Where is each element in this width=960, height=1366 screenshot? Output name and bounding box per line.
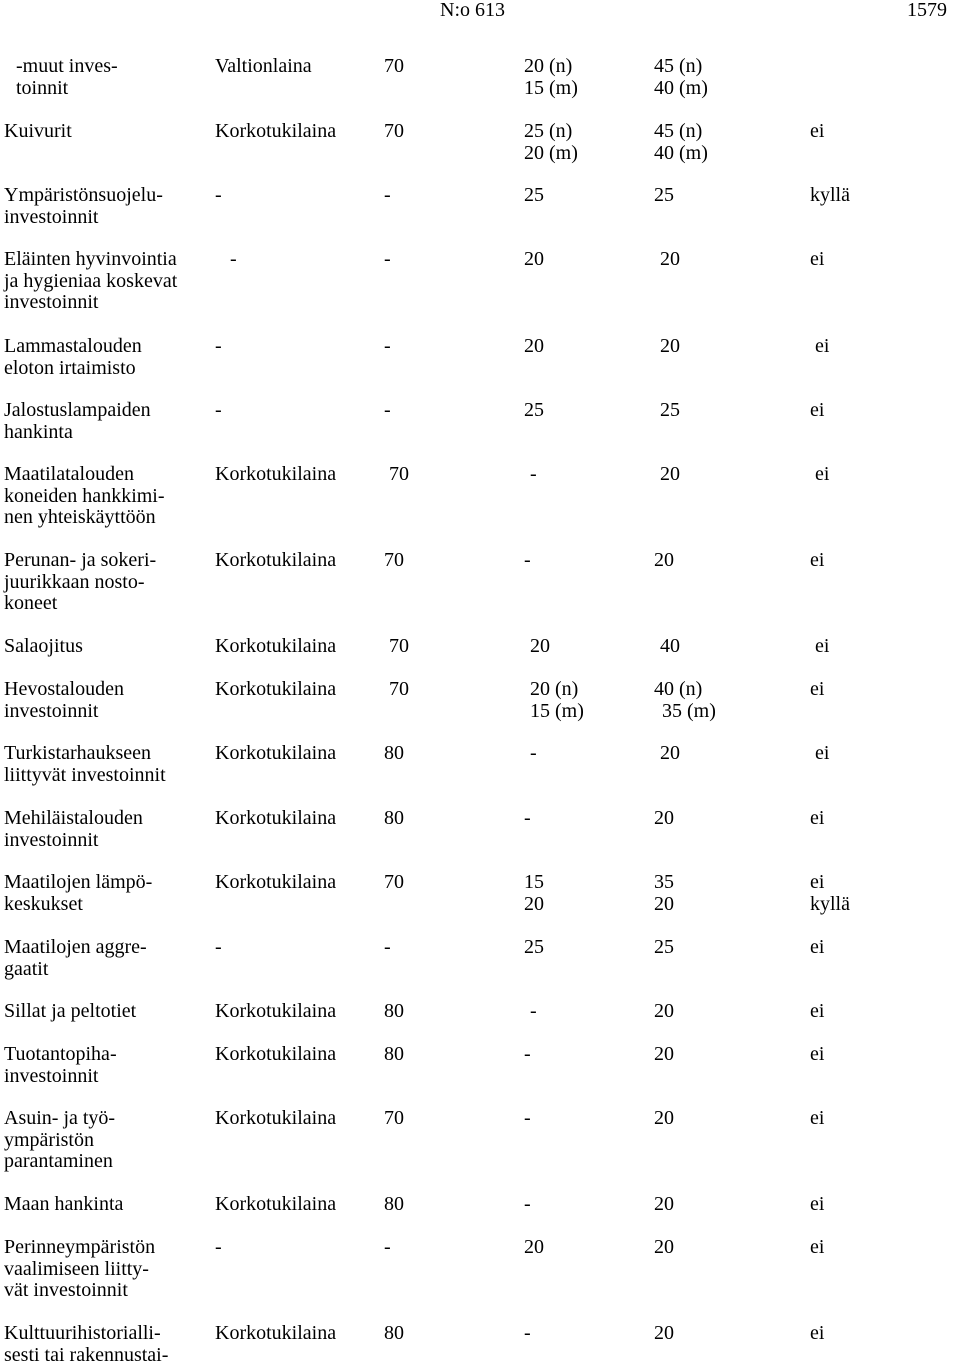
loan-percent: - (384, 335, 391, 357)
loan-percent: 80 (384, 1000, 404, 1022)
row-label: Maatilojen aggre- gaatit (4, 936, 147, 980)
flag: ei (810, 1000, 825, 1022)
row-label: Maatilojen lämpö- keskukset (4, 871, 153, 915)
row-label: Ympäristönsuojelu- investoinnit (4, 184, 163, 228)
row-label: Lammastalouden eloton irtaimisto (4, 335, 142, 379)
row-label: Maatilatalouden koneiden hankkimi- nen yhteiskäyttöön (4, 463, 165, 528)
support-b: 45 (n) 40 (m) (654, 120, 708, 164)
support-b: 25 (660, 399, 680, 421)
row-label: Eläinten hyvinvointia ja hygieniaa koskevat investoinnit (4, 248, 178, 313)
support-a: 25 (524, 184, 544, 206)
support-b: 20 (654, 1000, 674, 1022)
support-a: 15 20 (524, 871, 544, 915)
support-a: - (530, 463, 537, 485)
support-b: 20 (654, 1043, 674, 1065)
support-b: 40 (n) 35 (m) (654, 678, 716, 722)
support-a: - (524, 1107, 531, 1129)
support-b: 20 (660, 335, 680, 357)
loan-percent: 80 (384, 1193, 404, 1215)
support-b: 45 (n) 40 (m) (654, 55, 708, 99)
loan-percent: 80 (384, 807, 404, 829)
support-b: 25 (654, 184, 674, 206)
loan-percent: - (384, 1236, 391, 1258)
loan-type: - (215, 1236, 222, 1258)
support-a: 20 (524, 335, 544, 357)
flag: ei kyllä (810, 871, 850, 915)
row-label: Jalostuslampaiden hankinta (4, 399, 151, 443)
flag: ei (810, 1236, 825, 1258)
support-a: - (524, 1322, 531, 1344)
loan-type: Korkotukilaina (215, 120, 337, 142)
support-b: 20 (654, 1322, 674, 1344)
flag: ei (810, 399, 825, 421)
support-a: 25 (524, 936, 544, 958)
loan-type: Korkotukilaina (215, 1043, 337, 1065)
issue-number: N:o 613 (440, 0, 505, 21)
loan-percent: 80 (384, 742, 404, 764)
loan-percent: 70 (384, 120, 404, 142)
loan-type: Valtionlaina (215, 55, 312, 77)
loan-percent: - (384, 399, 391, 421)
loan-percent: - (384, 184, 391, 206)
support-a: - (524, 807, 531, 829)
loan-type: Korkotukilaina (215, 1193, 337, 1215)
loan-percent: - (384, 248, 391, 270)
support-b: 20 (660, 248, 680, 270)
loan-percent: 70 (389, 463, 409, 485)
loan-type: - (215, 936, 222, 958)
support-b: 20 (654, 807, 674, 829)
support-b: 35 20 (654, 871, 674, 915)
loan-percent: 80 (384, 1322, 404, 1344)
flag: ei (815, 635, 830, 657)
row-label: Kuivurit (4, 120, 72, 142)
support-b: 20 (654, 1193, 674, 1215)
row-label: Mehiläistalouden investoinnit (4, 807, 143, 851)
support-a: 20 (n) 15 (m) (530, 678, 584, 722)
support-b: 20 (654, 1236, 674, 1258)
loan-type: Korkotukilaina (215, 463, 337, 485)
support-a: 20 (530, 635, 550, 657)
flag: ei (810, 549, 825, 571)
flag: ei (810, 1322, 825, 1344)
support-a: 25 (n) 20 (m) (524, 120, 578, 164)
support-a: 20 (524, 1236, 544, 1258)
support-a: - (530, 742, 537, 764)
support-b: 25 (654, 936, 674, 958)
flag: kyllä (810, 184, 850, 206)
support-a: - (524, 1193, 531, 1215)
row-label: Hevostalouden investoinnit (4, 678, 124, 722)
loan-type: Korkotukilaina (215, 678, 337, 700)
flag: ei (815, 463, 830, 485)
row-label: Perunan- ja sokeri- juurikkaan nosto- koneet (4, 549, 157, 614)
loan-type: Korkotukilaina (215, 1322, 337, 1344)
loan-type: - (215, 399, 222, 421)
row-label: Tuotantopiha- investoinnit (4, 1043, 117, 1087)
flag: ei (810, 1043, 825, 1065)
row-label: Kulttuurihistorialli- sesti tai rakennustai- (4, 1322, 169, 1366)
support-a: - (530, 1000, 537, 1022)
loan-percent: 80 (384, 1043, 404, 1065)
support-b: 20 (654, 1107, 674, 1129)
loan-percent: 70 (384, 1107, 404, 1129)
flag: ei (810, 120, 825, 142)
row-label: Maan hankinta (4, 1193, 124, 1215)
loan-type: Korkotukilaina (215, 807, 337, 829)
loan-type: Korkotukilaina (215, 871, 337, 893)
flag: ei (810, 678, 825, 700)
loan-percent: - (384, 936, 391, 958)
support-a: - (524, 1043, 531, 1065)
support-b: 40 (660, 635, 680, 657)
loan-percent: 70 (389, 635, 409, 657)
support-a: 20 (n) 15 (m) (524, 55, 578, 99)
flag: ei (810, 807, 825, 829)
loan-type: Korkotukilaina (215, 1000, 337, 1022)
row-label: Turkistarhaukseen liittyvät investoinnit (4, 742, 166, 786)
row-label: -muut inves- toinnit (16, 55, 118, 99)
loan-percent: 70 (384, 55, 404, 77)
support-b: 20 (660, 742, 680, 764)
loan-percent: 70 (384, 549, 404, 571)
row-label: Perinneympäristön vaalimiseen liitty- vät investoinnit (4, 1236, 156, 1301)
loan-type: Korkotukilaina (215, 742, 337, 764)
page-number: 1579 (907, 0, 947, 21)
loan-percent: 70 (389, 678, 409, 700)
row-label: Asuin- ja työ- ympäristön parantaminen (4, 1107, 116, 1172)
loan-type: - (215, 335, 222, 357)
flag: ei (810, 936, 825, 958)
flag: ei (815, 335, 830, 357)
loan-type: Korkotukilaina (215, 1107, 337, 1129)
loan-type: Korkotukilaina (215, 635, 337, 657)
support-b: 20 (654, 549, 674, 571)
flag: ei (810, 248, 825, 270)
loan-type: - (215, 184, 222, 206)
support-a: 20 (524, 248, 544, 270)
support-b: 20 (660, 463, 680, 485)
support-a: 25 (524, 399, 544, 421)
loan-type: Korkotukilaina (215, 549, 337, 571)
flag: ei (810, 1193, 825, 1215)
support-a: - (524, 549, 531, 571)
row-label: Sillat ja peltotiet (4, 1000, 137, 1022)
loan-type: - (230, 248, 237, 270)
row-label: Salaojitus (4, 635, 83, 657)
loan-percent: 70 (384, 871, 404, 893)
flag: ei (815, 742, 830, 764)
flag: ei (810, 1107, 825, 1129)
